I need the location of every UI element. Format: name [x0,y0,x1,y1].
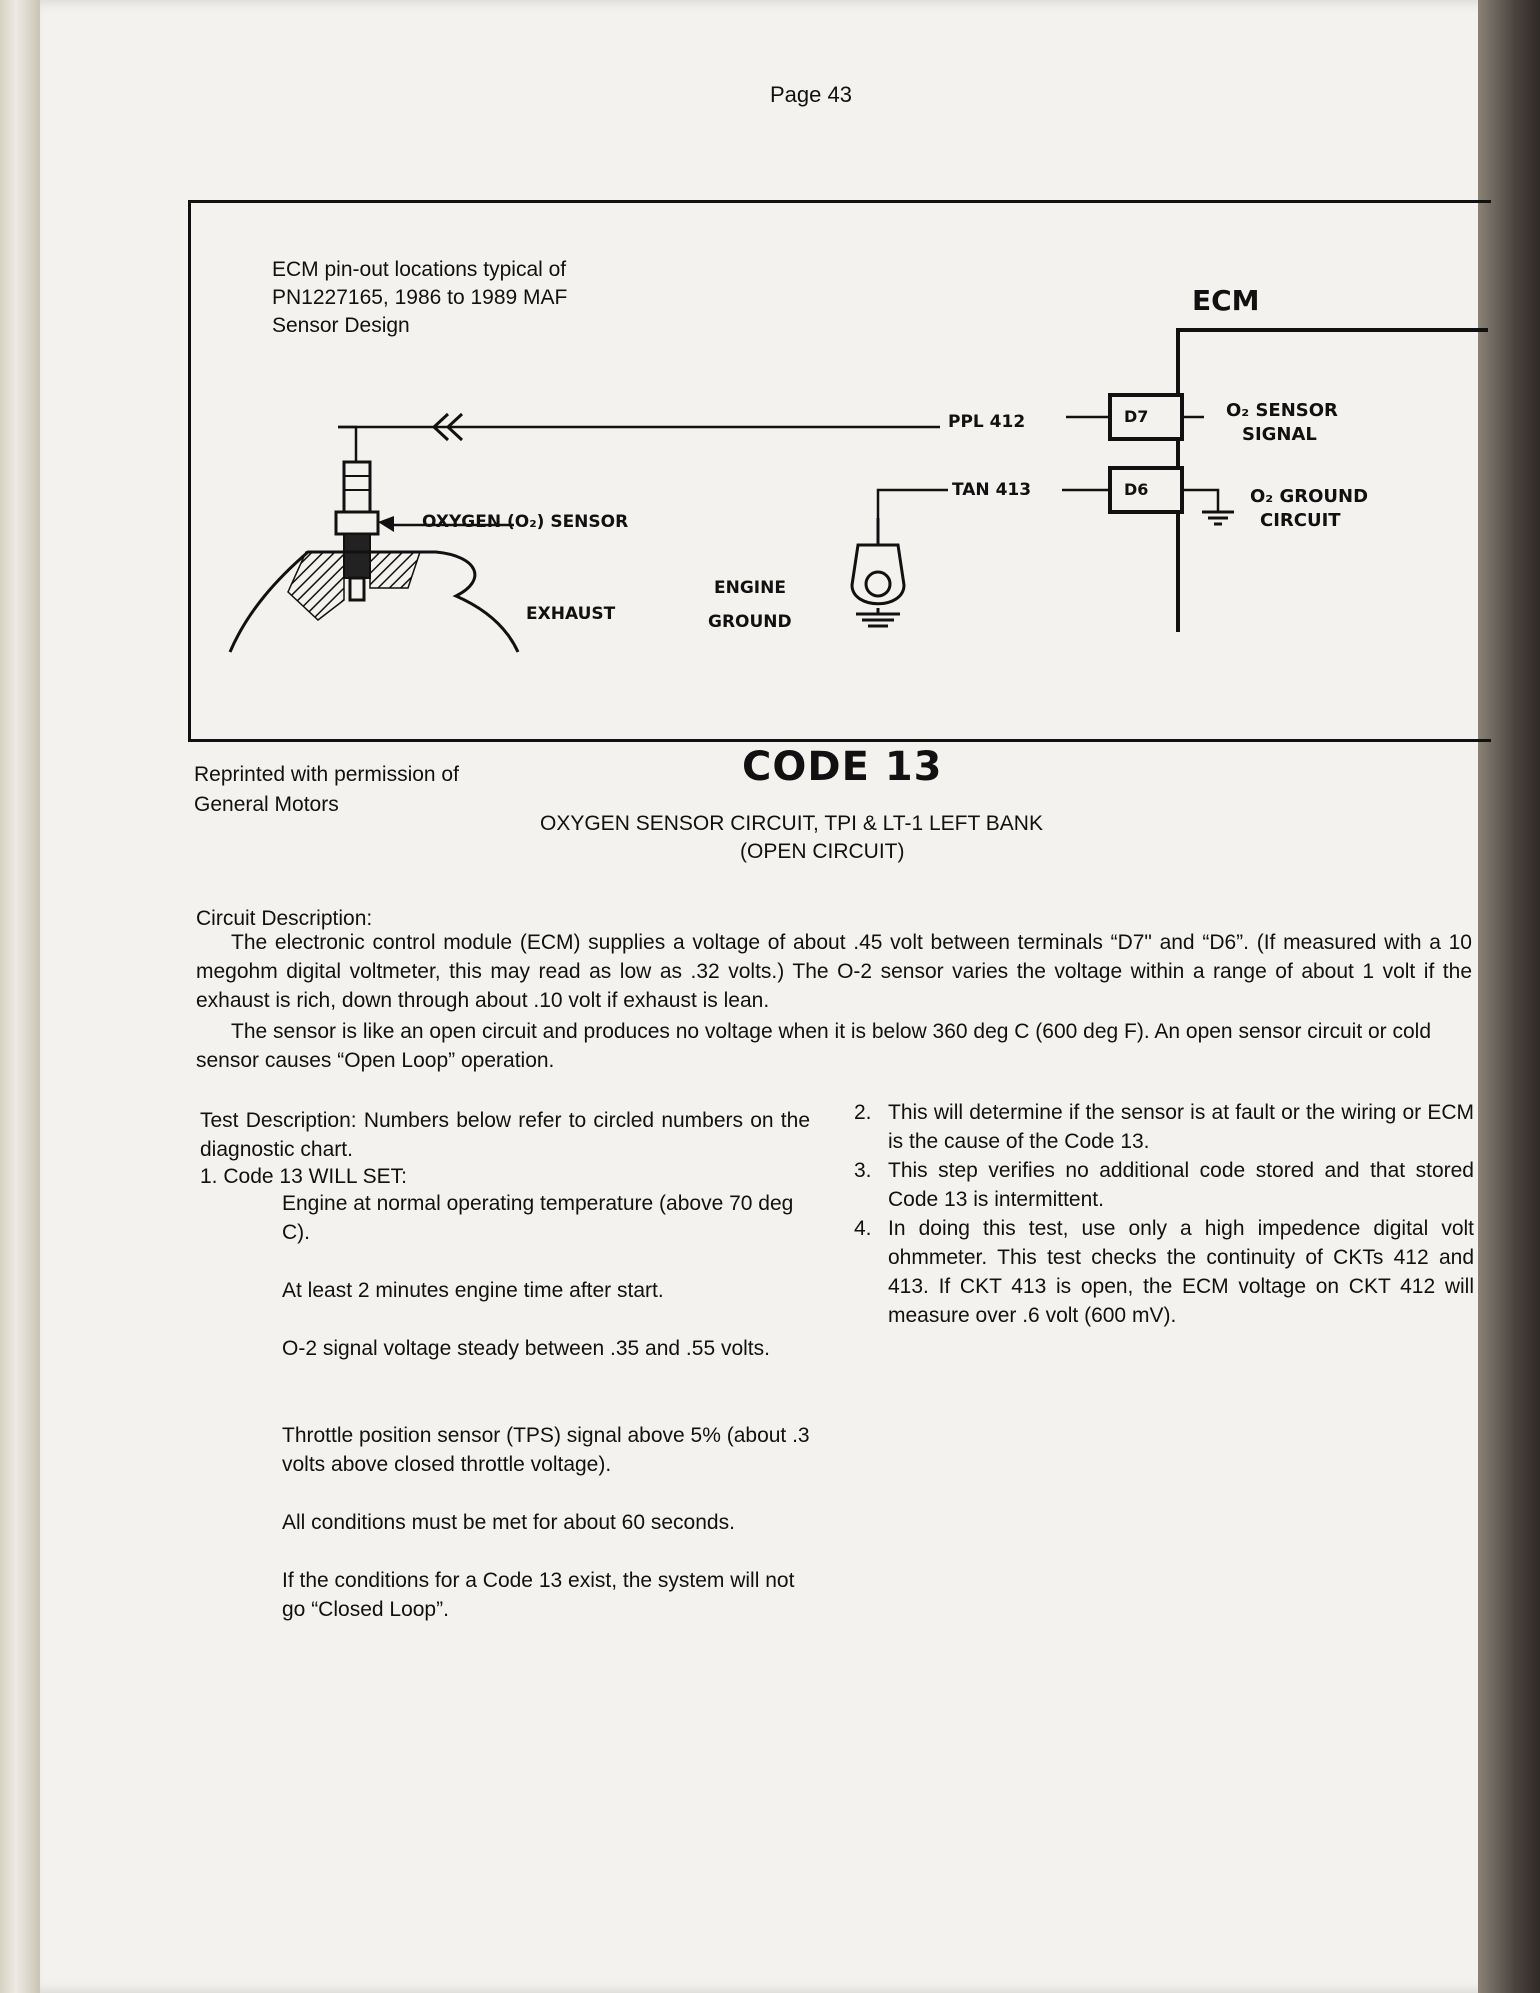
code-subtitle-2: (OPEN CIRCUIT) [740,840,905,863]
item-number: 3. [854,1159,872,1182]
item-number: 2. [854,1101,872,1124]
test-item-3 [854,1156,1474,1214]
circuit-description-heading: Circuit Description: [196,907,373,930]
code-title: CODE 13 [742,744,943,790]
wire-tan-label: TAN 413 [952,480,1032,500]
set-condition: O-2 signal voltage steady between .35 and .55 volts. [282,1337,770,1360]
test-item-2 [854,1098,1474,1156]
o2-ground-label-1: O₂ GROUND [1250,486,1369,507]
engine-ground-label-1: ENGINE [714,578,786,598]
ecm-label: ECM [1192,284,1260,317]
item-text: In doing this test, use only a high impedence digital volt ohmmeter. This test checks the continuity of CKTs 412 and 413. If CKT 413 is open, the ECM voltage on CKT 412 will measure over .6 volt (600 mV). [888,1217,1474,1327]
pinout-note: ECM pin-out locations typical of PN1227165, 1986 to 1989 MAF Sensor Design [272,258,568,337]
set-condition: Engine at normal operating temperature (above 70 deg C). [282,1192,794,1244]
circuit-paragraph-2: The sensor is like an open circuit and produces no voltage when it is below 360 deg C (600 deg F). An open sensor circuit or cold sensor causes “Open Loop” operation. [196,1020,1432,1072]
scan-edge [0,0,40,1993]
test-item-4 [854,1214,1474,1330]
circuit-paragraph-1: The electronic control module (ECM) supplies a voltage of about .45 volt between terminals “D7" and “D6”. (If measured with a 10 megohm digital voltmeter, this may read as low as .32 volts.) The O-2 sensor varies the voltage within a range of about 1 volt if the exhaust is rich, down through about .10 volt if exhaust is lean. [196,931,1472,1012]
pin-d7-label: D7 [1124,407,1149,426]
test-item-1: 1. Code 13 WILL SET: [200,1165,407,1188]
item-number: 4. [854,1217,872,1240]
exhaust-pipe-icon [230,552,518,652]
ecm-box-outline [1178,330,1488,632]
test-description: Test Description: Numbers below refer to circled numbers on the diagnostic chart. [200,1109,810,1161]
pin-d6-label: D6 [1124,480,1149,499]
o2-signal-label-2: SIGNAL [1242,424,1317,445]
item-text: This will determine if the sensor is at fault or the wiring or ECM is the cause of the Code 13. [888,1101,1474,1153]
code-subtitle: OXYGEN SENSOR CIRCUIT, TPI & LT-1 LEFT BANK [540,812,1043,835]
page-number: Page 43 [770,82,852,107]
exhaust-label: EXHAUST [526,604,616,624]
set-condition: All conditions must be met for about 60 seconds. [282,1511,735,1534]
set-condition: Throttle position sensor (TPS) signal above 5% (about .3 volts above closed throttle voltage). [282,1424,810,1476]
closed-loop-note: If the conditions for a Code 13 exist, the system will not go “Closed Loop”. [282,1569,795,1621]
o2-signal-label-1: O₂ SENSOR [1226,400,1338,421]
set-condition: At least 2 minutes engine time after start. [282,1279,664,1302]
oxygen-sensor-label: OXYGEN (O₂) SENSOR [422,512,629,532]
engine-ground-label-2: GROUND [708,612,792,632]
o2-ground-label-2: CIRCUIT [1260,510,1341,531]
wire-tan-413 [878,490,948,518]
engine-ground-icon [852,518,904,626]
reprint-credit: Reprinted with permission of General Motors [194,763,459,816]
item-text: This step verifies no additional code stored and that stored Code 13 is intermittent. [888,1159,1474,1211]
wire-ppl-label: PPL 412 [948,412,1026,432]
